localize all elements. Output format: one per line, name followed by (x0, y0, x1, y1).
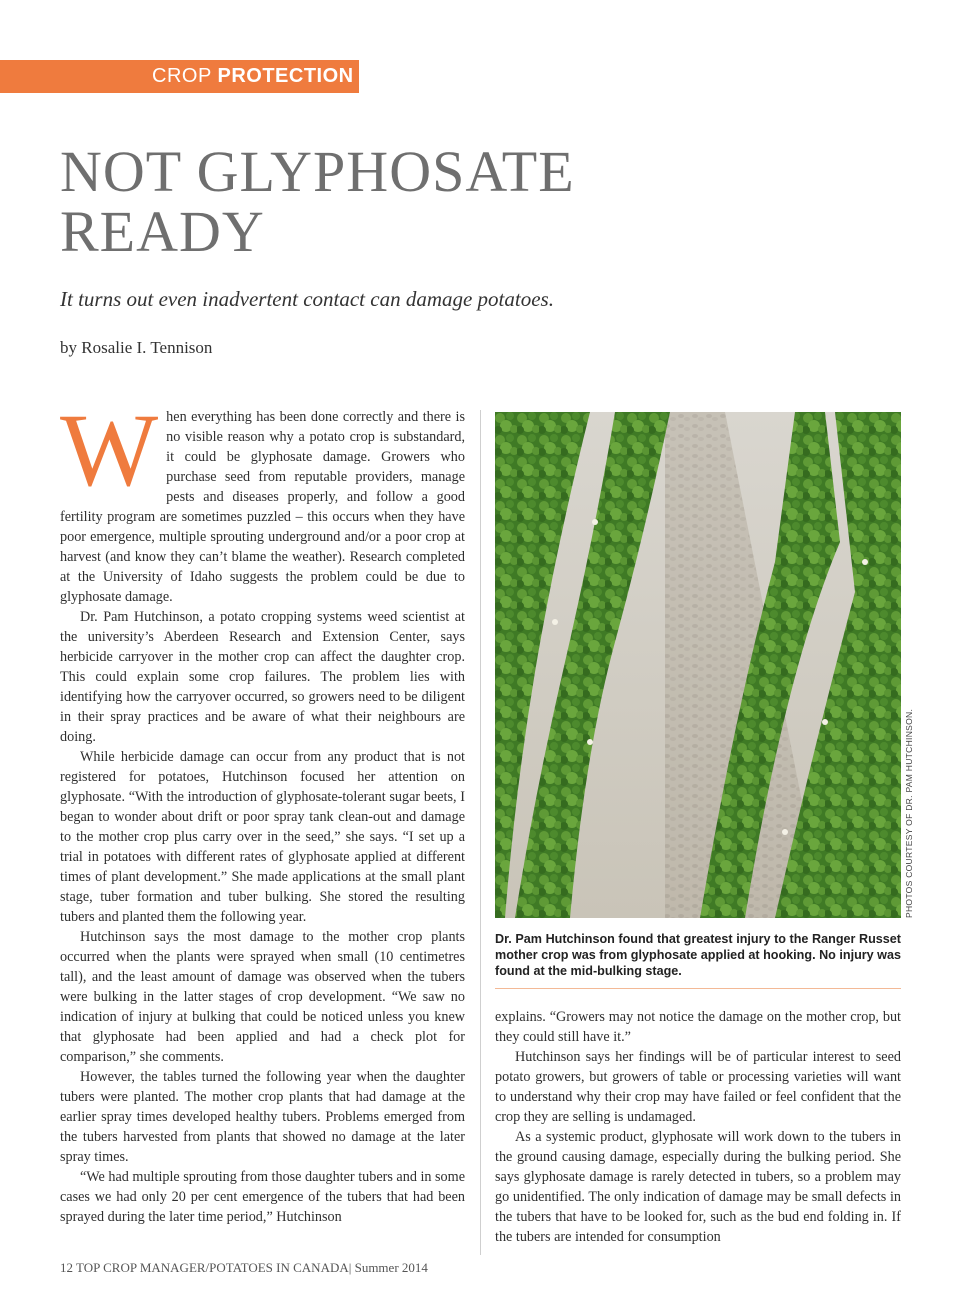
column-divider (480, 410, 481, 1255)
article-subtitle: It turns out even inadvertent contact can damage potatoes. (60, 287, 554, 311)
page-footer (60, 1260, 428, 1276)
body-paragraph: “We had multiple sprouting from those daughter tubers and in some cases we had only 20 per cent emergence of the tubers that had been sprayed during the later time period,” Hutchinson (60, 1169, 465, 1225)
publication-name: TOP CROP MANAGER/POTATOES IN CANADA (76, 1260, 349, 1275)
body-paragraph: explains. “Growers may not notice the damage on the mother crop, but they could still have it.” (495, 1009, 901, 1045)
section-label (0, 60, 359, 93)
page-number: 12 (60, 1260, 73, 1275)
footer-separator: | (348, 1260, 352, 1275)
body-paragraph: As a systemic product, glyphosate will work down to the tubers in the ground causing damage, especially during the bulking period. She says glyphosate damage is rarely detected in tubers, so a problem may go unidentified. The only indication of damage may be small defects in the tubers that have to be looked for, such as the bud end folding in. If the tubers are intended for consumption (495, 1129, 901, 1245)
left-column (60, 393, 465, 1227)
first-paragraph (60, 393, 465, 607)
section-label-prefix: CROP (152, 65, 218, 87)
body-paragraph: While herbicide damage can occur from any product that is not registered for potatoes, Hutchinson focused her attention on glyphosate. “With the introduction of glyphosate-tolerant sugar beets, I began to wonder about drift or poor spray tank clean-out and damage to the mother crop plus carry over in the seed,” she says. “I set up a trial in potatoes with different rates of glyphosate applied at different times of plant development.” She made applications at the small plant stage, tuber formation and tuber bulking. She stored the resulting tubers and planted them the following year. (60, 749, 465, 925)
byline: by Rosalie I. Tennison (60, 338, 213, 357)
caption-divider (495, 988, 901, 989)
body-paragraph: Hutchinson says the most damage to the mother crop plants occurred when the plants were sprayed when small (10 centimetres tall), and the least amount of damage was observed when the tubers were bulking in the latter stages of crop development. “We saw no indication of injury at bulking that could be noticed unless you knew that glyphosate had been applied and had a check plot for comparison,” she comments. (60, 929, 465, 1065)
body-paragraph: Dr. Pam Hutchinson, a potato cropping systems weed scientist at the university’s Aberdeen Research and Extension Center, says herbicide carryover in the mother crop can affect the daughter crop. This could explain some crop failures. The problem lies with identifying how the carryover occurred, so growers need to be diligent in their spray practices and be aware of what their neighbours are doing. (60, 609, 465, 745)
potato-field-photo (495, 412, 901, 918)
section-label-strong: PROTECTION (217, 65, 354, 87)
body-paragraph: Hutchinson says her findings will be of particular interest to seed potato growers, but growers of table or processing varieties will want to understand why their crop may have failed or feel confident that the crop they are selling is undamaged. (495, 1049, 901, 1125)
right-column (495, 1007, 901, 1247)
body-paragraph: However, the tables turned the following year when the daughter tubers were planted. The mother crop plants that had damage at the earlier spray times developed healthy tubers. Problems emerged from the tubers harvested from plants that showed no damage at the later spray times. (60, 1069, 465, 1165)
first-paragraph-text: hen everything has been done correctly and there is no visible reason why a potato crop is substandard, it could be glyphosate damage. Growers who purchase seed from reputable providers, manage pests and diseases properly, and follow a good fertility program are sometimes puzzled – this occurs when they have poor emergence, multiple sprouting underground and/or a poor crop at harvest (and know they can’t blame the weather). Research completed at the University of Idaho suggests the problem could be due to glyphosate damage. (60, 409, 465, 605)
article-title: NOT GLYPHOSATE READY (60, 139, 575, 264)
drop-cap: W (60, 393, 159, 508)
issue-name: Summer 2014 (354, 1260, 428, 1275)
photo-credit: PHOTOS COURTESY OF DR. PAM HUTCHINSON. (904, 708, 914, 918)
photo-caption: Dr. Pam Hutchinson found that greatest injury to the Ranger Russet mother crop was from glyphosate applied at hooking. No injury was found at the mid-bulking stage. (495, 932, 901, 978)
